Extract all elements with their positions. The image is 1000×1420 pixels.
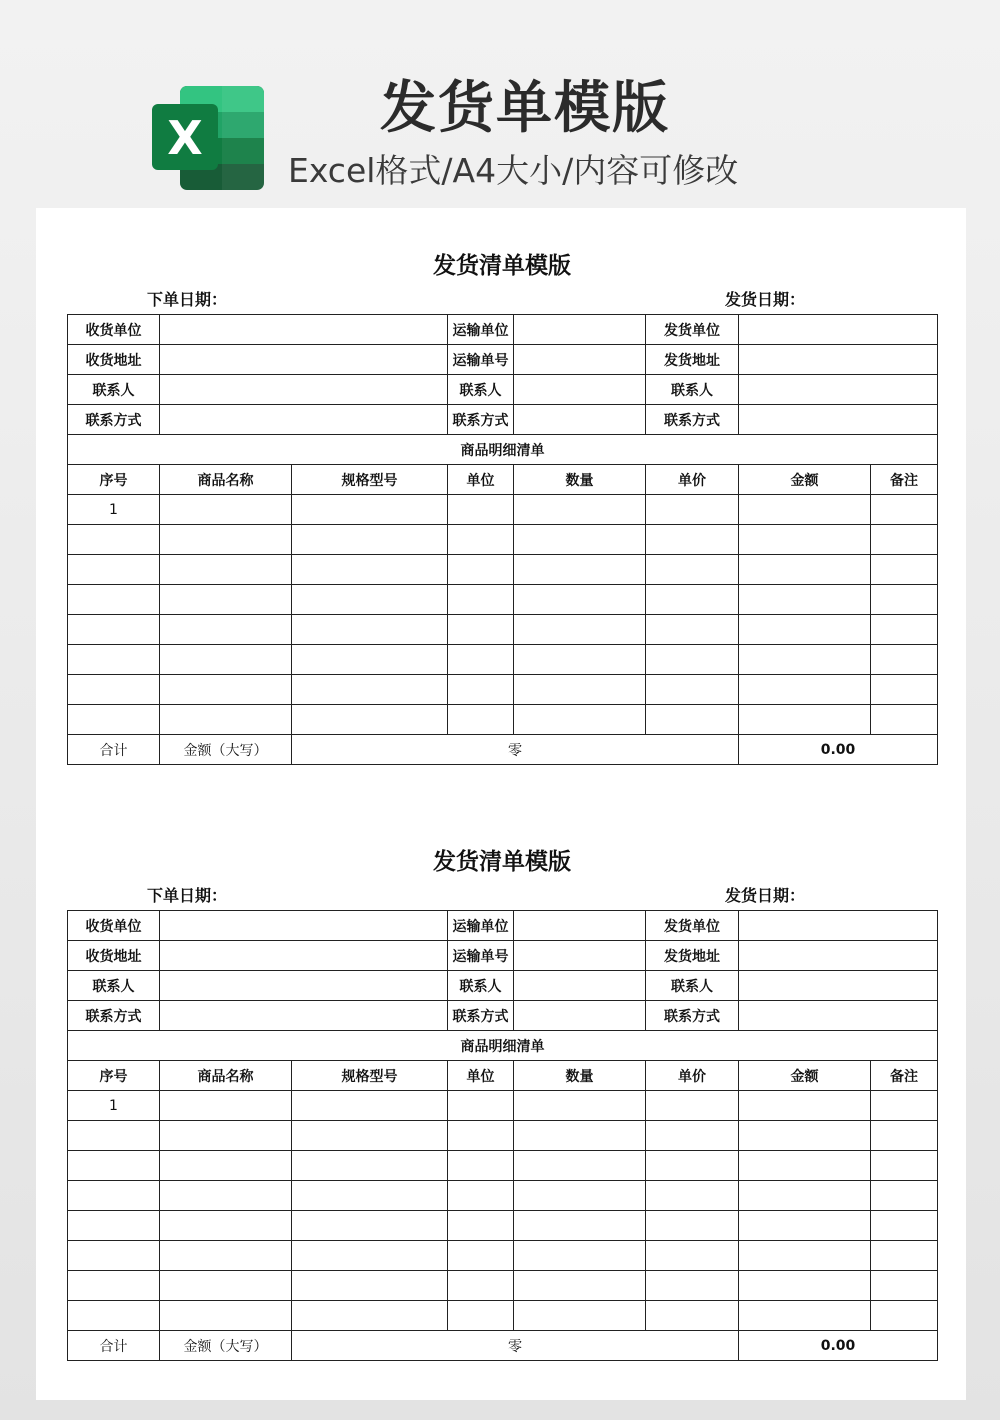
carrier-value-cell[interactable] (514, 971, 646, 1001)
table-row (68, 525, 938, 555)
detail-title: 商品明细清单 (68, 1031, 938, 1061)
table-cell[interactable] (514, 585, 646, 615)
carrier-value-cell[interactable] (514, 345, 646, 375)
table-cell[interactable] (448, 705, 514, 735)
table-cell[interactable] (514, 1151, 646, 1181)
table-cell[interactable] (448, 525, 514, 555)
table-cell[interactable] (292, 555, 448, 585)
receiver-value-cell[interactable] (160, 911, 448, 941)
total-row (68, 735, 938, 765)
carrier-value-cell[interactable] (514, 405, 646, 435)
table-cell[interactable] (871, 1091, 938, 1121)
sender-value-cell[interactable] (739, 345, 938, 375)
column-header-row (68, 1061, 938, 1091)
column-header: 数量 (514, 1061, 646, 1091)
column-header: 单位 (448, 1061, 514, 1091)
table-cell[interactable] (739, 1121, 871, 1151)
table-cell[interactable] (160, 1151, 292, 1181)
table-cell[interactable] (871, 525, 938, 555)
table-cell[interactable] (514, 555, 646, 585)
excel-logo-letter: X (167, 111, 203, 165)
amount-words-value[interactable]: 零 (292, 1331, 739, 1361)
date-row (67, 286, 937, 314)
row-number (68, 525, 160, 555)
table-cell[interactable] (292, 615, 448, 645)
sheet-title: 发货清单模版 (433, 253, 571, 279)
table-cell[interactable] (871, 615, 938, 645)
table-cell[interactable] (448, 615, 514, 645)
carrier-label: 运输单位 (448, 911, 514, 941)
table-row (68, 495, 938, 525)
amount-words-label: 金额（大写） (160, 1331, 292, 1361)
table-cell[interactable] (160, 585, 292, 615)
table-cell[interactable] (514, 1241, 646, 1271)
table-row (68, 1181, 938, 1211)
column-header: 备注 (871, 465, 938, 495)
table-cell[interactable] (160, 1121, 292, 1151)
row-number (68, 1181, 160, 1211)
carrier-value-cell[interactable] (514, 911, 646, 941)
table-cell[interactable] (448, 675, 514, 705)
table-cell[interactable] (160, 1241, 292, 1271)
column-header: 单价 (646, 1061, 739, 1091)
sender-value-cell[interactable] (739, 405, 938, 435)
excel-logo-icon (152, 86, 264, 190)
column-header: 金额 (739, 1061, 871, 1091)
table-cell[interactable] (646, 615, 739, 645)
column-header: 备注 (871, 1061, 938, 1091)
receiver-label: 收货地址 (68, 345, 160, 375)
table-row (68, 615, 938, 645)
column-header: 单位 (448, 465, 514, 495)
table-row (68, 555, 938, 585)
table-cell[interactable] (739, 1091, 871, 1121)
table-cell[interactable] (871, 1271, 938, 1301)
table-cell[interactable] (514, 645, 646, 675)
table-cell[interactable] (739, 1241, 871, 1271)
sender-value-cell[interactable] (739, 941, 938, 971)
row-number (68, 675, 160, 705)
receiver-value-cell[interactable] (160, 375, 448, 405)
sender-label: 发货地址 (646, 345, 739, 375)
page-subtitle: Excel格式/A4大小/内容可修改 (288, 151, 739, 190)
table-cell[interactable] (292, 495, 448, 525)
date-row (67, 882, 937, 910)
table-cell[interactable] (292, 1091, 448, 1121)
table-cell[interactable] (292, 1211, 448, 1241)
table-cell[interactable] (448, 1271, 514, 1301)
receiver-label: 收货单位 (68, 315, 160, 345)
table-row (68, 1121, 938, 1151)
info-row (68, 375, 938, 405)
table-cell[interactable] (739, 1271, 871, 1301)
order-date-label: 下单日期： (147, 886, 228, 905)
table-cell[interactable] (871, 1301, 938, 1331)
table-cell[interactable] (739, 585, 871, 615)
table-cell[interactable] (739, 1301, 871, 1331)
receiver-value-cell[interactable] (160, 941, 448, 971)
row-number (68, 1301, 160, 1331)
table-cell[interactable] (646, 705, 739, 735)
table-row (68, 645, 938, 675)
table-row (68, 1091, 938, 1121)
info-row (68, 315, 938, 345)
table-cell[interactable] (646, 1211, 739, 1241)
table-cell[interactable] (448, 1181, 514, 1211)
sender-label: 联系方式 (646, 405, 739, 435)
column-header: 规格型号 (292, 1061, 448, 1091)
info-row (68, 345, 938, 375)
table-cell[interactable] (646, 495, 739, 525)
column-header: 数量 (514, 465, 646, 495)
row-number (68, 1271, 160, 1301)
table-cell[interactable] (292, 585, 448, 615)
sheet-title: 发货清单模版 (433, 849, 571, 875)
table-cell[interactable] (160, 495, 292, 525)
table-cell[interactable] (160, 1271, 292, 1301)
detail-title-row (68, 1031, 938, 1061)
table-cell[interactable] (514, 1271, 646, 1301)
table-cell[interactable] (160, 1091, 292, 1121)
table-cell[interactable] (514, 1121, 646, 1151)
carrier-label: 运输单位 (448, 315, 514, 345)
table-cell[interactable] (739, 555, 871, 585)
table-cell[interactable] (646, 1091, 739, 1121)
table-cell[interactable] (646, 1151, 739, 1181)
row-number (68, 1151, 160, 1181)
table-cell[interactable] (160, 1301, 292, 1331)
sender-label: 发货单位 (646, 911, 739, 941)
table-cell[interactable] (646, 675, 739, 705)
table-cell[interactable] (160, 615, 292, 645)
receiver-value-cell[interactable] (160, 971, 448, 1001)
row-number (68, 645, 160, 675)
row-number (68, 1241, 160, 1271)
receiver-label: 联系方式 (68, 1001, 160, 1031)
carrier-label: 联系人 (448, 971, 514, 1001)
info-row (68, 971, 938, 1001)
table-cell[interactable] (514, 675, 646, 705)
table-row (68, 1151, 938, 1181)
table-cell[interactable] (292, 675, 448, 705)
table-cell[interactable] (448, 1091, 514, 1121)
detail-title: 商品明细清单 (68, 435, 938, 465)
column-header-row (68, 465, 938, 495)
sender-label: 发货单位 (646, 315, 739, 345)
carrier-value-cell[interactable] (514, 1001, 646, 1031)
table-cell[interactable] (871, 1211, 938, 1241)
table-cell[interactable] (292, 1241, 448, 1271)
table-cell[interactable] (448, 1121, 514, 1151)
table-row (68, 1271, 938, 1301)
carrier-label: 联系方式 (448, 1001, 514, 1031)
table-cell[interactable] (646, 555, 739, 585)
table-cell[interactable] (160, 1181, 292, 1211)
table-cell[interactable] (739, 615, 871, 645)
table-cell[interactable] (448, 1211, 514, 1241)
table-cell[interactable] (448, 1241, 514, 1271)
order-date-label: 下单日期： (147, 290, 228, 309)
table-cell[interactable] (514, 525, 646, 555)
document-paper (36, 208, 966, 1400)
carrier-value-cell[interactable] (514, 941, 646, 971)
table-cell[interactable] (739, 675, 871, 705)
delivery-table (67, 314, 938, 765)
column-header: 序号 (68, 465, 160, 495)
table-cell[interactable] (871, 675, 938, 705)
table-cell[interactable] (871, 1241, 938, 1271)
table-cell[interactable] (514, 1211, 646, 1241)
table-cell[interactable] (514, 1181, 646, 1211)
carrier-label: 运输单号 (448, 345, 514, 375)
sender-value-cell[interactable] (739, 375, 938, 405)
total-row (68, 1331, 938, 1361)
receiver-label: 联系方式 (68, 405, 160, 435)
receiver-label: 收货地址 (68, 941, 160, 971)
table-cell[interactable] (646, 1271, 739, 1301)
receiver-value-cell[interactable] (160, 345, 448, 375)
total-amount[interactable]: 0.00 (739, 735, 938, 765)
column-header: 单价 (646, 465, 739, 495)
info-row (68, 911, 938, 941)
table-cell[interactable] (292, 1151, 448, 1181)
row-number (68, 1211, 160, 1241)
table-cell[interactable] (646, 1241, 739, 1271)
table-cell[interactable] (514, 495, 646, 525)
detail-title-row (68, 435, 938, 465)
table-row (68, 1301, 938, 1331)
carrier-value-cell[interactable] (514, 315, 646, 345)
table-cell[interactable] (646, 1301, 739, 1331)
table-cell[interactable] (871, 555, 938, 585)
table-cell[interactable] (646, 1121, 739, 1151)
table-cell[interactable] (871, 1181, 938, 1211)
total-amount[interactable]: 0.00 (739, 1331, 938, 1361)
table-cell[interactable] (160, 525, 292, 555)
row-number: 1 (68, 495, 160, 525)
table-cell[interactable] (739, 525, 871, 555)
receiver-label: 联系人 (68, 375, 160, 405)
receiver-value-cell[interactable] (160, 405, 448, 435)
table-cell[interactable] (871, 585, 938, 615)
info-row (68, 405, 938, 435)
amount-words-value[interactable]: 零 (292, 735, 739, 765)
row-number (68, 1121, 160, 1151)
info-row (68, 941, 938, 971)
column-header: 商品名称 (160, 1061, 292, 1091)
column-header: 商品名称 (160, 465, 292, 495)
column-header: 规格型号 (292, 465, 448, 495)
page-header (0, 0, 1000, 208)
table-cell[interactable] (160, 1211, 292, 1241)
carrier-label: 联系方式 (448, 405, 514, 435)
table-cell[interactable] (292, 1271, 448, 1301)
amount-words-label: 金额（大写） (160, 735, 292, 765)
table-cell[interactable] (292, 1301, 448, 1331)
table-row (68, 705, 938, 735)
table-cell[interactable] (646, 525, 739, 555)
table-cell[interactable] (514, 1091, 646, 1121)
row-number (68, 585, 160, 615)
carrier-label: 联系人 (448, 375, 514, 405)
table-cell[interactable] (739, 1151, 871, 1181)
table-cell[interactable] (160, 705, 292, 735)
table-cell[interactable] (448, 1151, 514, 1181)
receiver-value-cell[interactable] (160, 1001, 448, 1031)
carrier-value-cell[interactable] (514, 375, 646, 405)
table-cell[interactable] (292, 1181, 448, 1211)
sender-value-cell[interactable] (739, 971, 938, 1001)
receiver-value-cell[interactable] (160, 315, 448, 345)
sender-label: 联系人 (646, 971, 739, 1001)
sender-label: 联系方式 (646, 1001, 739, 1031)
table-cell[interactable] (646, 585, 739, 615)
ship-date-label: 发货日期： (725, 886, 806, 905)
info-row (68, 1001, 938, 1031)
page-title: 发货单模版 (380, 76, 670, 141)
table-cell[interactable] (448, 555, 514, 585)
sender-value-cell[interactable] (739, 911, 938, 941)
table-cell[interactable] (448, 645, 514, 675)
table-cell[interactable] (514, 705, 646, 735)
ship-date-label: 发货日期： (725, 290, 806, 309)
receiver-label: 联系人 (68, 971, 160, 1001)
table-cell[interactable] (292, 1121, 448, 1151)
table-cell[interactable] (448, 495, 514, 525)
column-header: 金额 (739, 465, 871, 495)
table-cell[interactable] (646, 1181, 739, 1211)
row-number (68, 555, 160, 585)
table-cell[interactable] (160, 645, 292, 675)
table-cell[interactable] (739, 495, 871, 525)
table-cell[interactable] (292, 525, 448, 555)
row-number (68, 615, 160, 645)
table-row (68, 675, 938, 705)
table-row (68, 1241, 938, 1271)
table-cell[interactable] (871, 1151, 938, 1181)
delivery-table (67, 910, 938, 1361)
table-cell[interactable] (871, 645, 938, 675)
table-row (68, 1211, 938, 1241)
table-cell[interactable] (739, 705, 871, 735)
table-cell[interactable] (871, 705, 938, 735)
table-cell[interactable] (871, 1121, 938, 1151)
receiver-label: 收货单位 (68, 911, 160, 941)
table-cell[interactable] (739, 1181, 871, 1211)
table-cell[interactable] (739, 645, 871, 675)
table-row (68, 585, 938, 615)
sender-value-cell[interactable] (739, 1001, 938, 1031)
column-header: 序号 (68, 1061, 160, 1091)
table-cell[interactable] (646, 645, 739, 675)
sender-value-cell[interactable] (739, 315, 938, 345)
table-cell[interactable] (448, 585, 514, 615)
sender-label: 发货地址 (646, 941, 739, 971)
table-cell[interactable] (292, 645, 448, 675)
row-number (68, 705, 160, 735)
row-number: 1 (68, 1091, 160, 1121)
table-cell[interactable] (739, 1211, 871, 1241)
sender-label: 联系人 (646, 375, 739, 405)
table-cell[interactable] (514, 615, 646, 645)
table-cell[interactable] (160, 675, 292, 705)
table-cell[interactable] (292, 705, 448, 735)
carrier-label: 运输单号 (448, 941, 514, 971)
table-cell[interactable] (160, 555, 292, 585)
table-cell[interactable] (514, 1301, 646, 1331)
total-label: 合计 (68, 735, 160, 765)
table-cell[interactable] (448, 1301, 514, 1331)
total-label: 合计 (68, 1331, 160, 1361)
table-cell[interactable] (871, 495, 938, 525)
